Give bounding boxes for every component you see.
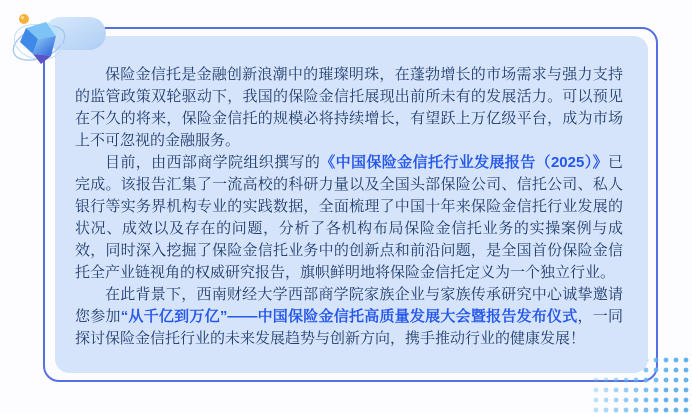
document-body bbox=[75, 64, 623, 350]
body-text: ，一同探讨保险金信托行业的未来发展趋势与创新方向，携手推动行业的健康发展！ bbox=[75, 308, 623, 347]
highlighted-text: 《中国保险金信托行业发展报告（2025）》 bbox=[320, 154, 608, 171]
gem-logo-icon bbox=[8, 6, 112, 72]
highlighted-text: “从千亿到万亿”——中国保险金信托高质量发展大会暨报告发布仪式 bbox=[120, 308, 578, 325]
text-panel bbox=[55, 36, 648, 373]
paragraph-intro bbox=[75, 64, 623, 152]
body-text: 保险金信托是金融创新浪潮中的璀璨明珠，在蓬勃增长的市场需求与强力支持的监管政策双轮驱动下，我国的保险金信托展现出前所未有的发展活力。可以预见在不久的将来，保险金信托的规模必将持续增长，有望跃上万亿级平台，成为市场上不可忽视的金融服务。 bbox=[75, 66, 623, 149]
logo-orange-dot bbox=[19, 14, 29, 24]
body-text: 在此背景下，西南财经大学西部商学院家族企业与家族传承研究中心诚挚邀请您参加 bbox=[75, 286, 623, 325]
paragraph-invitation bbox=[75, 284, 623, 350]
body-text: 目前，由西部商学院组织撰写的 bbox=[105, 154, 321, 171]
body-text: 已完成。该报告汇集了一流高校的科研力量以及全国头部保险公司、信托公司、私人银行等实务界机构专业的实践数据，全面梳理了中国十年来保险金信托行业发展的状况、成效以及存在的问题，分析了各机构布局保险金信托业务的实操案例与成效，同时深入挖掘了保险金信托业务中的创新点和前沿问题，是全国首份保险金信托全产业链视角的权威研究报告，旗帜鲜明地将保险金信托定义为一个独立行业。 bbox=[75, 154, 623, 281]
paragraph-report bbox=[75, 152, 623, 284]
